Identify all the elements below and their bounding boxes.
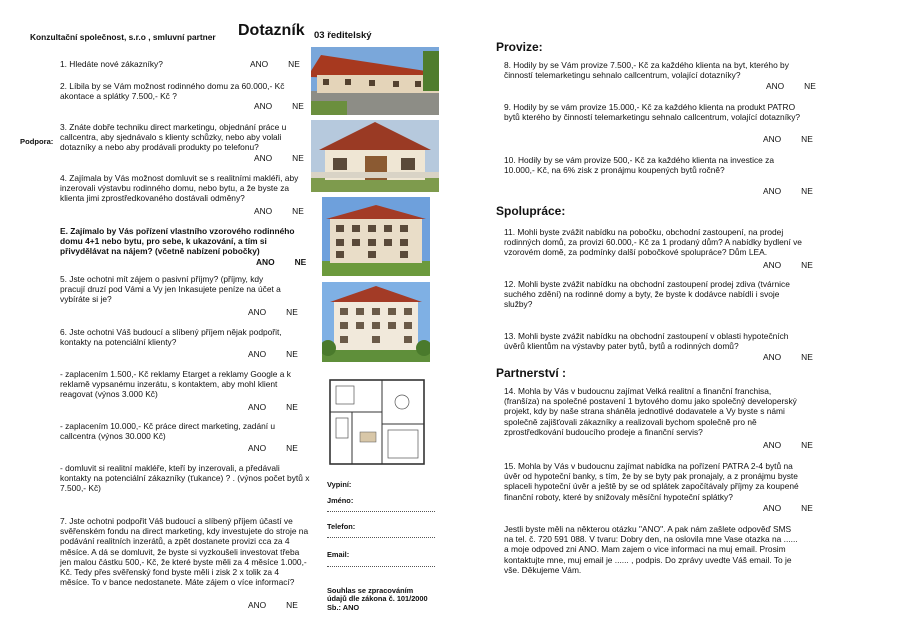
question-5: 5. Jste ochotni mít zájem o pasivní příjmy? (příjmy, kdy pracují druzí pod Vámi a Vy jen Inkasujete peníze na účet a vybíráte si je? [60,274,281,305]
page-title: Dotazník [238,22,305,39]
no-option[interactable]: NE [286,402,298,412]
answer-row [250,59,300,69]
question-e: E. Zajímalo by Vás pořízení vlastního vzorového rodinného domu 4+1 nebo bytu, pro sebe, k ukazování, a tím si přivydělávat na nájem? (včetně nabízení pobočky) [60,226,295,257]
question-11: 11. Mohli byste zvážit nabídku na pobočku, obchodní zastoupení, na prodej rodinných domů, za provizi 60.000,- Kč za 1 prodaný dům? A nabídky bydlení ve vzorovém domě, za podmínky další pobočkové spolupráce? Dům LEA. [504,227,802,258]
no-option[interactable]: NE [292,101,304,111]
yes-option[interactable]: ANO [763,352,782,362]
phone-field[interactable] [327,537,435,538]
question-7: 7. Jste ochotni podpořit Váš budoucí a slíbený příjem účastí ve svěřenském fondu na direct marketing, kdy investujete do stroje na podávání realitních inzerátů, a zpět dostanete provizi cca za 4 měsíce. A dá se domluvit, že byste si vyzkoušeli investovat třeba jen malou částku 500,- Kč, že které byste měli za 4 měsíce 1.000,- Kč. Tedy přes svěřenský fond byste měli i zisk 2 x tolik za 4 měsíce. To v bance nedostanete. Máte zájem o více informací? [60,516,309,588]
phone-label: Telefon: [327,522,356,531]
yes-option[interactable]: ANO [248,600,267,610]
question-6c: - domluvit si realitní makléře, kteří by inzerovali, a předávali kontakty na potenciální zákazníky (ťukance) ? . (výnos počet bytů x 7.500,- Kč) [60,463,310,494]
yes-option[interactable]: ANO [248,349,267,359]
no-option[interactable]: NE [801,134,813,144]
yes-option[interactable]: ANO [763,440,782,450]
no-option[interactable]: NE [801,503,813,513]
question-6: 6. Jste ochotni Váš budoucí a slíbený příjem nějak podpořit, kontakty na potenciální klienty? [60,327,282,348]
answer-row [248,307,298,317]
answer-row [763,134,813,144]
yes-option[interactable]: ANO [248,443,267,453]
yes-option[interactable]: ANO [763,503,782,513]
no-option[interactable]: NE [286,443,298,453]
answer-row [766,81,816,91]
answer-row [248,600,298,610]
footer-instructions: Jestli byste měli na některou otázku "ANO". A pak nám zašlete odpověď SMS na tel. č. 720 591 088. V tvaru: Dobry den, na oslovila mne Vase otazka na ...... a moje odpoved zni ANO. Mam zajem o vice informaci na muj email. Prosim kontaktujte mne, muj email je ...... , podpis. Do zprávy uvedte Váš email. To je vše. Děkujeme Vám. [504,524,798,575]
question-13: 13. Mohli byste zvážit nabídku na obchodní zastoupení v oblasti hypotečních úvěrů klientům na výstavby pater bytů, bytů a rodinných domů? [504,331,789,352]
no-option[interactable]: NE [286,307,298,317]
answer-row [254,153,304,163]
yes-option[interactable]: ANO [254,101,273,111]
no-option[interactable]: NE [286,349,298,359]
answer-row [256,257,306,267]
yes-option[interactable]: ANO [763,134,782,144]
side-label: Podpora: [20,137,54,146]
page-subtitle: 03 ředitelský [314,30,372,41]
question-12: 12. Mohli byste zvážit nabídku na obchodní zastoupení prodej zdiva (tvárnice suchého zdění) na rodinné domy a byty, že byste k dodávce nabídli i svoje služby? [504,279,790,310]
question-4: 4. Zajímala by Vás možnost domluvit se s realitními makléři, aby inzerovali výstavbu rodinného domu, nebo bytu, a že byste za klienta jimi zprostředkovaného dostávali odměny? [60,173,299,204]
question-15: 15. Mohla by Vás v budoucnu zajímat nabídka na pořízení PATRA 2-4 bytů na úvěr od hypoteční banky, s tím, že by se byty pak pronajaly, a z pronájmu byste splaceli hypoteční úvěr a ještě by se od splátek započítávaly příjmy za koupené finanční roboty, které by snižovaly měsíční hypoteční splátky? [504,461,799,502]
no-option[interactable]: NE [294,257,307,267]
question-1: 1. Hledáte nové zákazníky? [60,59,163,69]
photo-apartment-2 [322,282,430,362]
question-3: 3. Znáte dobře techniku direct marketingu, objednání práce u callcentra, aby sjednávalo s klienty schůzky, nebo aby volali dotazníky a nebo aby prodávali produkty po telefonu? [60,122,287,153]
section-provize: Provize: [496,40,543,54]
no-option[interactable]: NE [292,206,304,216]
photo-house [311,120,439,192]
no-option[interactable]: NE [286,600,298,610]
answer-row [248,349,298,359]
no-option[interactable]: NE [801,260,813,270]
question-8: 8. Hodily by se Vám provize 7.500,- Kč za každého klienta na byt, kterého by činností telemarketingu sehnalo callcentrum, volající dotazníky? [504,60,789,81]
yes-option[interactable]: ANO [254,153,273,163]
yes-option[interactable]: ANO [254,206,273,216]
no-option[interactable]: NE [292,153,304,163]
floor-plan [322,372,432,472]
no-option[interactable]: NE [288,59,300,69]
question-14: 14. Mohla by Vás v budoucnu zajímat Velká realitní a finanční franchisa, (franšíza) na společné postavení 1 bytového domu jako společný developerský projekt, kdy by naše strana sháněla jednotlivé dodavatele a Vy byste s námi společně zajišťovali zákazníky a realizovali bychom společně pro ně zprostředkování budoucího prodeje a finanční servis? [504,386,797,437]
no-option[interactable]: NE [801,186,813,196]
consent-answer[interactable]: ANO [342,602,360,612]
name-field[interactable] [327,511,435,512]
answer-row [248,402,298,412]
section-spoluprace: Spolupráce: [496,204,566,218]
email-field[interactable] [327,566,435,567]
no-option[interactable]: NE [801,352,813,362]
answer-row [763,186,813,196]
question-2: 2. Líbila by se Vám možnost rodinného domu za 60.000,- Kč akontace a splátky 7.500,- Kč ? [60,81,285,102]
email-label: Email: [327,550,350,559]
yes-option[interactable]: ANO [763,260,782,270]
company-name: Konzultační společnost, s.r.o , smluvní partner [30,32,216,42]
answer-row [763,503,813,513]
yes-option[interactable]: ANO [763,186,782,196]
answer-row [763,440,813,450]
question-9: 9. Hodily by se vám provize 15.000,- Kč za každého klienta na produkt PATRO bytů kterého by činností telemarketingu sehnalo callcentrum, volající dotazníky? [504,102,801,123]
answer-row [763,352,813,362]
contact-title: Vypiní: [327,480,352,489]
answer-row [254,101,304,111]
yes-option[interactable]: ANO [256,257,275,267]
yes-option[interactable]: ANO [250,59,269,69]
answer-row [254,206,304,216]
header [30,22,410,44]
photo-row-houses [311,47,439,115]
question-6a: - zaplacením 1.500,- Kč reklamy Etarget a reklamy Google a k reklamě vypsanému inzerátu, s kontaktem, aby mohl klient reagovat (výnos 3.000 Kč) [60,369,291,400]
answer-row [763,260,813,270]
name-label: Jméno: [327,496,354,505]
consent-text: Souhlas se zpracováním údajů dle zákona č. 101/2000 Sb.: ANO [327,586,428,612]
answer-row [248,443,298,453]
section-partnerstvi: Partnerství : [496,366,567,380]
yes-option[interactable]: ANO [766,81,785,91]
yes-option[interactable]: ANO [248,307,267,317]
no-option[interactable]: NE [801,440,813,450]
question-6b: - zaplacením 10.000,- Kč práce direct marketing, zadání u callcentra (výnos 30.000 Kč) [60,421,276,442]
yes-option[interactable]: ANO [248,402,267,412]
no-option[interactable]: NE [804,81,816,91]
question-10: 10. Hodily by se vám provize 500,- Kč za každého klienta na investice za 10.000,- Kč, na 6% zisk z pronájmu koupených bytů ročně? [504,155,774,176]
photo-apartment-1 [322,197,430,276]
